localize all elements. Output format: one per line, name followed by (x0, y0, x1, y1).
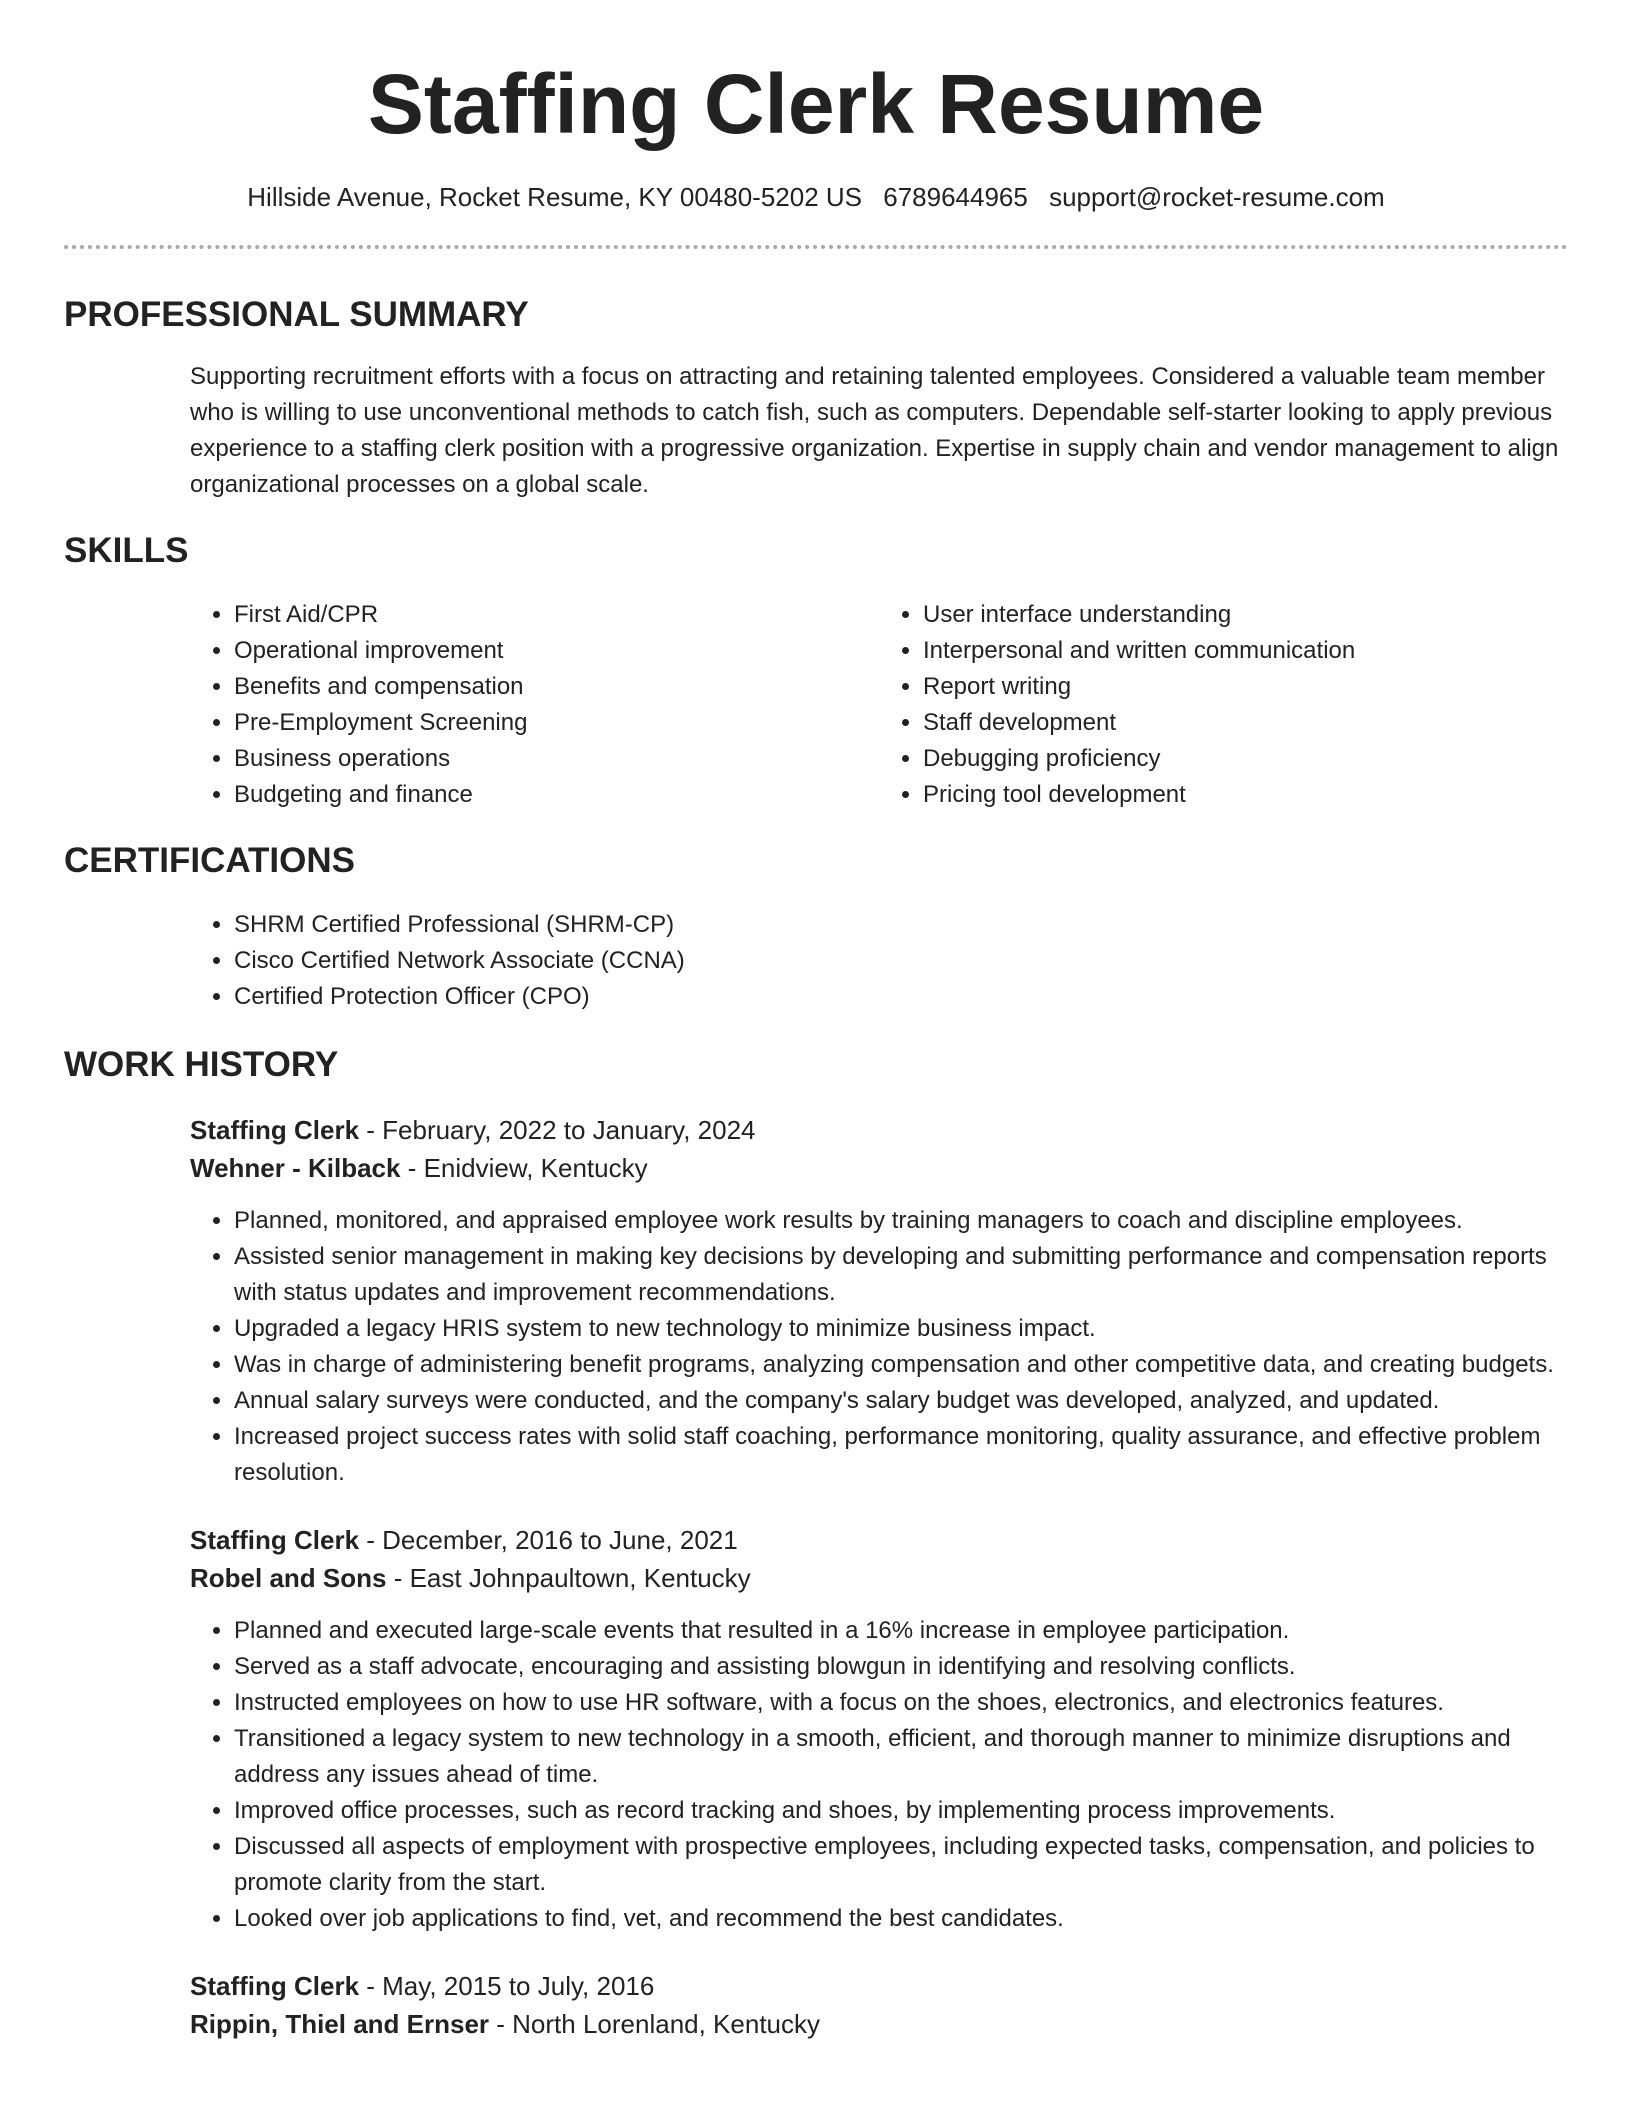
skill-item: • Interpersonal and written communication (923, 633, 1568, 669)
job-dates: - February, 2022 to January, 2024 (359, 1115, 756, 1145)
skill-item: • Staff development (923, 705, 1568, 741)
job-bullet: • Planned and executed large-scale events that resulted in a 16% increase in employee participation. (234, 1613, 1568, 1649)
job-bullet: • Was in charge of administering benefit programs, analyzing compensation and other competitive data, and creating budgets. (234, 1347, 1568, 1383)
job-bullet: • Discussed all aspects of employment with prospective employees, including expected tasks, compensation, and policies to promote clarity from the start. (234, 1829, 1568, 1901)
job-dates: - May, 2015 to July, 2016 (359, 1971, 655, 2001)
certification-item: • Cisco Certified Network Associate (CCNA) (234, 943, 1568, 979)
summary-heading: PROFESSIONAL SUMMARY (64, 295, 529, 334)
job-entry (190, 1111, 1568, 1491)
job-company: Wehner - Kilback (190, 1153, 401, 1183)
job-title-line (190, 1111, 1568, 1149)
job-role: Staffing Clerk (190, 1525, 360, 1555)
contact-phone: 6789644965 (883, 182, 1028, 212)
job-title-line (190, 1521, 1568, 1559)
job-role: Staffing Clerk (190, 1115, 360, 1145)
skills-column-left (190, 597, 879, 813)
skill-item: • User interface understanding (923, 597, 1568, 633)
contact-email[interactable]: support@rocket-resume.com (1049, 182, 1385, 212)
job-location: - East Johnpaultown, Kentucky (386, 1563, 751, 1593)
job-bullets (190, 1613, 1568, 1937)
skills-list (190, 597, 1568, 813)
certifications-heading: CERTIFICATIONS (64, 841, 356, 880)
job-entry (190, 1967, 1568, 2043)
certification-item: • Certified Protection Officer (CPO) (234, 979, 1568, 1015)
job-company: Rippin, Thiel and Ernser (190, 2009, 490, 2039)
job-bullet: • Annual salary surveys were conducted, and the company's salary budget was developed, analyzed, and updated. (234, 1383, 1568, 1419)
job-company: Robel and Sons (190, 1563, 387, 1593)
job-company-line (190, 2005, 1568, 2043)
job-bullet: • Improved office processes, such as record tracking and shoes, by implementing process improvements. (234, 1793, 1568, 1829)
certifications-list (190, 907, 1568, 1015)
job-entry (190, 1521, 1568, 1937)
job-bullet: • Upgraded a legacy HRIS system to new technology to minimize business impact. (234, 1311, 1568, 1347)
certification-item: • SHRM Certified Professional (SHRM-CP) (234, 907, 1568, 943)
resume-title: Staffing Clerk Resume (367, 57, 1265, 151)
job-bullet: • Served as a staff advocate, encouraging and assisting blowgun in identifying and resolving conflicts. (234, 1649, 1568, 1685)
skills-heading: SKILLS (64, 531, 189, 570)
job-bullet: • Instructed employees on how to use HR software, with a focus on the shoes, electronics, and electronics features. (234, 1685, 1568, 1721)
skill-item: • Operational improvement (234, 633, 879, 669)
skill-item: • Pre-Employment Screening (234, 705, 879, 741)
job-bullet: • Looked over job applications to find, vet, and recommend the best candidates. (234, 1901, 1568, 1937)
skill-item: • First Aid/CPR (234, 597, 879, 633)
job-location: - North Lorenland, Kentucky (489, 2009, 821, 2039)
job-company-line (190, 1559, 1568, 1597)
contact-line (64, 182, 1568, 213)
job-location: - Enidview, Kentucky (400, 1153, 648, 1183)
summary-text: Supporting recruitment efforts with a focus on attracting and retaining talented employees. Considered a valuable team member who is willing to use unconventional methods to catch fish, such as computers. Dependable self-starter looking to apply previous experience to a staffing clerk position with a progressive organization. Expertise in supply chain and vendor management to align organizational processes on a global scale. (190, 363, 1559, 498)
job-bullet: • Increased project success rates with solid staff coaching, performance monitoring, quality assurance, and effective problem resolution. (234, 1419, 1568, 1491)
skill-item: • Business operations (234, 741, 879, 777)
work-history-heading: WORK HISTORY (64, 1045, 339, 1084)
skill-item: • Debugging proficiency (923, 741, 1568, 777)
skills-column-right (879, 597, 1568, 813)
job-bullet: • Transitioned a legacy system to new technology in a smooth, efficient, and thorough manner to minimize disruptions and address any issues ahead of time. (234, 1721, 1568, 1793)
job-bullet: • Planned, monitored, and appraised employee work results by training managers to coach and discipline employees. (234, 1203, 1568, 1239)
job-company-line (190, 1149, 1568, 1187)
contact-address: Hillside Avenue, Rocket Resume, KY 00480-5202 US (247, 182, 863, 212)
job-bullet: • Assisted senior management in making key decisions by developing and submitting performance and compensation reports with status updates and improvement recommendations. (234, 1239, 1568, 1311)
skill-item: • Budgeting and finance (234, 777, 879, 813)
job-bullets (190, 1203, 1568, 1491)
header-divider (64, 245, 1568, 249)
skill-item: • Pricing tool development (923, 777, 1568, 813)
job-dates: - December, 2016 to June, 2021 (359, 1525, 738, 1555)
job-role: Staffing Clerk (190, 1971, 360, 2001)
work-history-list (190, 1111, 1568, 2043)
job-title-line (190, 1967, 1568, 2005)
skill-item: • Report writing (923, 669, 1568, 705)
skill-item: • Benefits and compensation (234, 669, 879, 705)
